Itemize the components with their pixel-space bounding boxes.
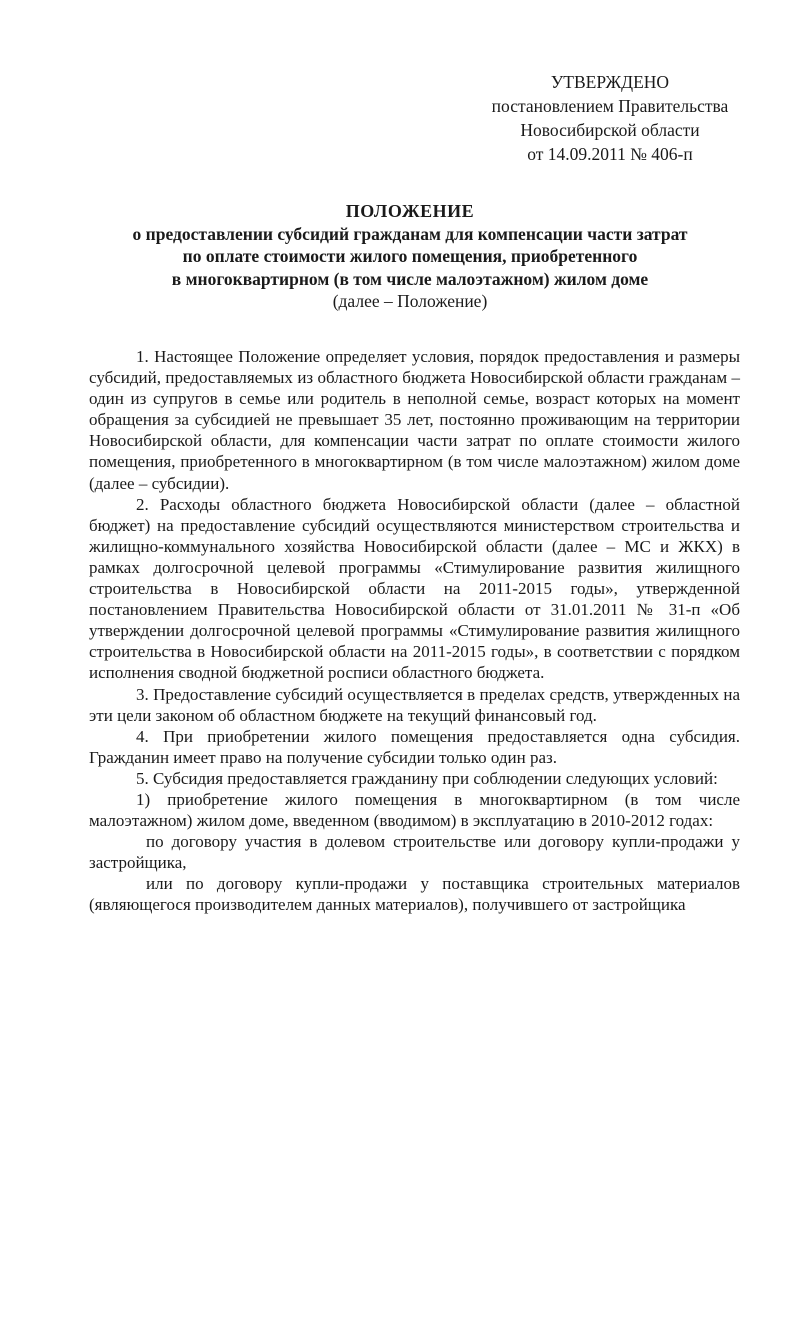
approval-heading: УТВЕРЖДЕНО (550, 72, 670, 92)
paragraph: по договору участия в долевом строительстве или договору купли-продажи у застройщика, (89, 832, 740, 873)
paragraph: 1) приобретение жилого помещения в многоквартирном (в том числе малоэтажном) жилом доме, введенном (вводимом) в эксплуатацию в 2010-2012 годах: (89, 789, 740, 831)
document-title: ПОЛОЖЕНИЕ (345, 201, 475, 221)
approval-stamp (470, 70, 750, 166)
approval-date: от 14.09.2011 № 406-п (527, 144, 693, 164)
document-subtitle-line: по оплате стоимости жилого помещения, приобретенного (182, 246, 638, 266)
paragraph: 4. При приобретении жилого помещения предоставляется одна субсидия. Гражданин имеет право на получение субсидии только один раз. (89, 726, 740, 767)
document-subtitle-line: о предоставлении субсидий гражданам для компенсации части затрат (132, 223, 688, 244)
paragraph: 3. Предоставление субсидий осуществляется в пределах средств, утвержденных на эти цели законом об областном бюджете на текущий финансовый год. (89, 684, 740, 725)
document-subtitle-line: в многоквартирном (в том числе малоэтажном) жилом доме (171, 268, 649, 289)
paragraph: 1. Настоящее Положение определяет условия, порядок предоставления и размеры субсидий, предоставляемых из областного бюджета Новосибирской области гражданам – один из супругов в семье или родитель в неполной семье, возраст которых на момент обращения за субсидией не превышает 35 лет, постоянно проживающим на территории Новосибирской области, для компенсации части затрат по оплате стоимости жилого помещения, приобретенного в многоквартирном (в том числе малоэтажном) жилом доме (далее – субсидии). (89, 347, 740, 493)
document-title-block (60, 200, 760, 313)
paragraph: 5. Субсидия предоставляется гражданину при соблюдении следующих условий: (136, 768, 718, 788)
paragraph: 2. Расходы областного бюджета Новосибирской области (далее – областной бюджет) на предоставление субсидий осуществляются министерством строительства и жилищно-коммунального хозяйства Новосибирской области (далее – МС и ЖКХ) в рамках долгосрочной целевой программы «Стимулирование развития жилищного строительства в Новосибирской области на 2011-2015 годы», утвержденной постановлением Правительства Новосибирской области от 31.01.2011 № 31-п «Об утверждении долгосрочной целевой программы «Стимулирование развития жилищного строительства в Новосибирской области на 2011-2015 годы», в соответствии с порядком исполнения сводной бюджетной росписи областного бюджета. (89, 494, 740, 683)
document-body (89, 346, 740, 916)
document-title-note: (далее – Положение) (332, 291, 488, 311)
paragraph: или по договору купли-продажи у поставщика строительных материалов (являющегося производителем данных материалов), получившего от застройщика (89, 874, 740, 915)
approval-line: постановлением Правительства (491, 96, 729, 116)
approval-line: Новосибирской области (520, 120, 700, 140)
